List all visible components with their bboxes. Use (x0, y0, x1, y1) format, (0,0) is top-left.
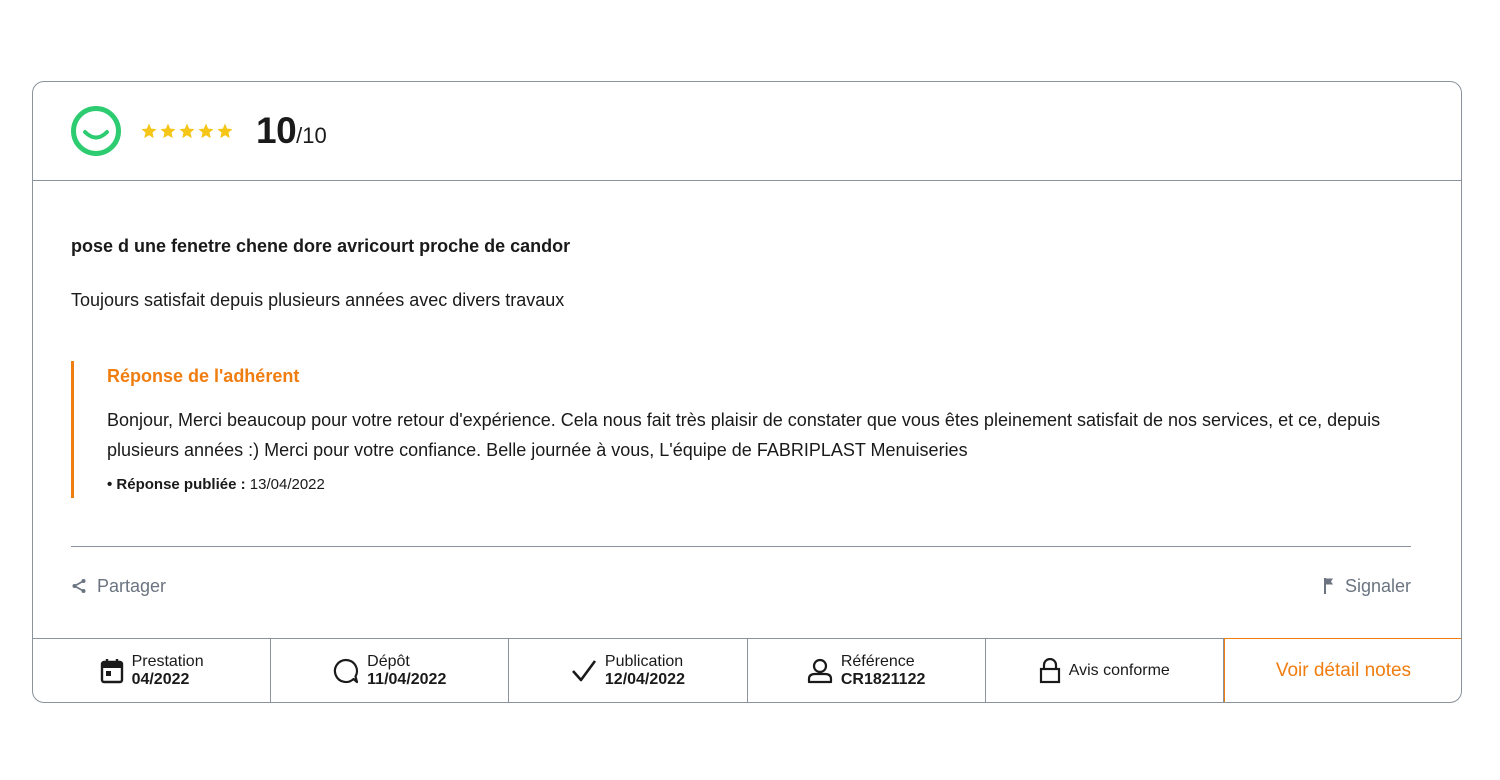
review-title: pose d une fenetre chene dore avricourt proche de candor (71, 236, 571, 256)
member-reply (71, 361, 1411, 498)
flag-icon (1323, 577, 1335, 595)
star-icon (216, 122, 234, 140)
rating-header (33, 82, 1461, 181)
reference-label: Référence (840, 652, 915, 670)
star-icon (140, 122, 158, 140)
share-button[interactable] (71, 576, 166, 597)
lock-icon (1039, 658, 1061, 684)
share-label: Partager (97, 575, 167, 596)
speech-bubble-icon (333, 658, 359, 684)
star-rating (140, 122, 234, 140)
reply-title: Réponse de l'adhérent (107, 366, 300, 386)
publication-label: Publication (604, 652, 684, 670)
star-icon (159, 122, 177, 140)
reply-text: Bonjour, Merci beaucoup pour votre retour d'expérience. Cela nous fait très plaisir de constater que vous êtes pleinement satisfait de nos services, et ce, depuis plusieurs années :) Merci pour votre confiance. Belle journée à vous, L'équipe de FABRIPLAST Menuiseries (107, 410, 1381, 460)
meta-depot (271, 639, 509, 702)
reply-date-label: • Réponse publiée : (107, 476, 246, 493)
reference-value: CR1821122 (840, 670, 926, 688)
smiley-icon (70, 105, 122, 157)
score-max: /10 (296, 123, 327, 148)
publication-value: 12/04/2022 (604, 670, 685, 688)
star-icon (178, 122, 196, 140)
review-card (32, 81, 1462, 703)
depot-value: 11/04/2022 (367, 670, 447, 688)
conforme-label: Avis conforme (1068, 661, 1170, 679)
meta-publication (509, 639, 747, 702)
report-label: Signaler (1344, 575, 1411, 596)
reply-date-value: 13/04/2022 (249, 476, 325, 493)
view-rating-details-button[interactable]: Voir détail notes (1224, 638, 1462, 703)
reply-date (107, 476, 1411, 497)
meta-conforme (986, 639, 1224, 702)
score-value: 10 (256, 110, 297, 151)
review-meta-bar (33, 638, 1461, 702)
meta-reference (748, 639, 986, 702)
review-text: Toujours satisfait depuis plusieurs années avec divers travaux (71, 290, 565, 310)
prestation-value: 04/2022 (131, 670, 190, 688)
share-icon (71, 578, 87, 594)
calendar-icon (100, 658, 124, 684)
review-actions (71, 547, 1411, 625)
review-body (33, 236, 1461, 625)
prestation-label: Prestation (131, 652, 204, 670)
star-icon (197, 122, 215, 140)
user-icon (807, 658, 833, 684)
depot-label: Dépôt (367, 652, 410, 670)
score (256, 110, 327, 152)
report-button[interactable] (1323, 576, 1411, 597)
checkmark-icon (571, 659, 597, 683)
meta-prestation (33, 639, 271, 702)
